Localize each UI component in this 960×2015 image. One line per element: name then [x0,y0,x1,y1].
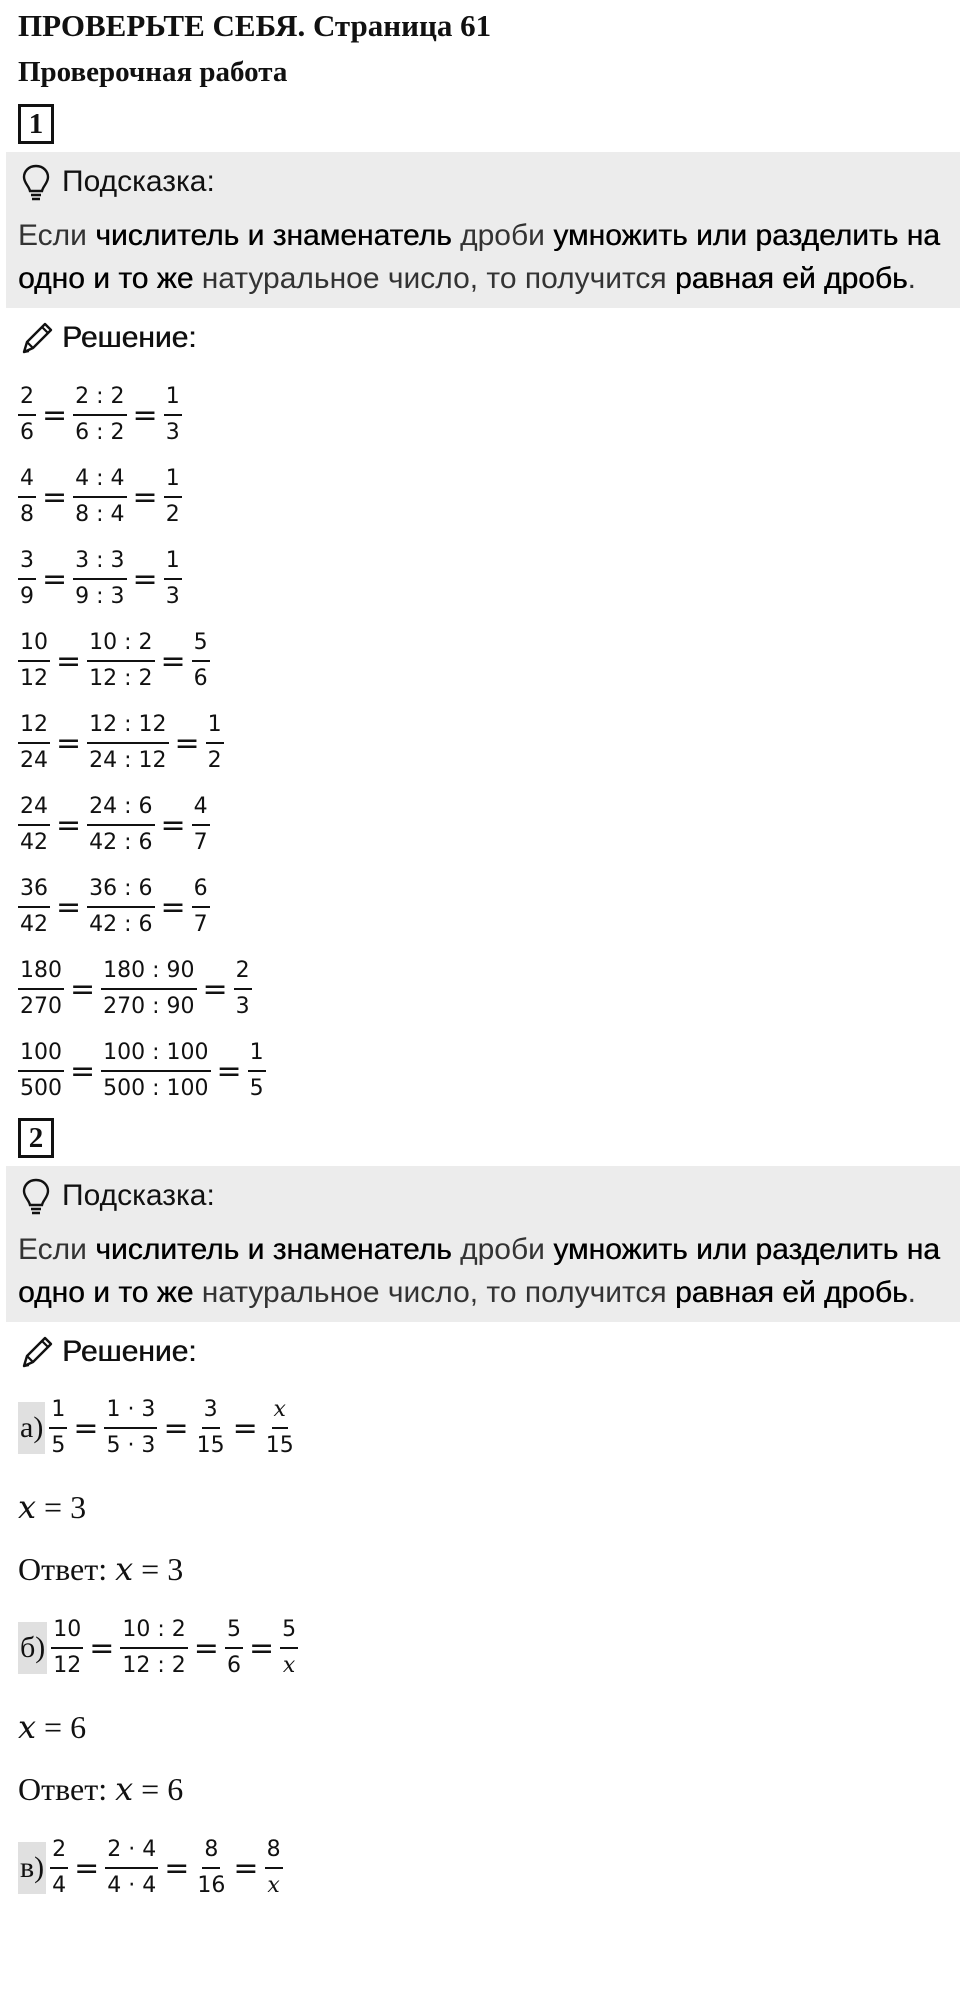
equals-sign: = [164,1850,190,1886]
numerator: 24 : 6 [87,794,154,826]
denominator: x [282,1653,296,1678]
denominator: 7 [193,830,208,855]
numerator: 180 [18,958,64,990]
equals-sign: = [202,971,228,1007]
fraction [248,1040,266,1102]
denominator: 4 · 4 [107,1873,157,1898]
denominator: 3 [165,584,180,609]
equals-sign: = [56,807,82,843]
equals-sign: = [70,971,96,1007]
numerator: 1 [248,1040,266,1072]
denominator: 6 [20,420,34,445]
numerator: 3 [202,1397,220,1429]
equals-sign: = [132,561,158,597]
numerator: 2 [18,384,36,416]
fraction [73,548,126,610]
equation-row [18,784,942,866]
denominator: 16 [197,1873,226,1898]
fraction [101,958,196,1020]
fraction [264,1397,296,1459]
numerator: 6 [192,876,210,908]
denominator: 5 [51,1433,66,1458]
denominator: 270 [20,994,62,1019]
fraction [195,1837,227,1899]
numerator: 36 : 6 [87,876,154,908]
numerator: 5 [225,1617,243,1649]
numerator: 2 : 2 [73,384,126,416]
equals-sign: = [193,1630,219,1666]
equals-sign: = [248,1630,275,1666]
page-subtitle: Проверочная работа [18,56,288,88]
hint-text: Если числитель и знаменатель дроби умножить или разделить на одно и то же натуральное число, то получится равная ей дробь. [18,219,940,295]
fraction [164,384,182,446]
numerator: 3 : 3 [73,548,126,580]
denominator: 15 [196,1433,225,1458]
denominator: 2 [165,502,180,527]
equals-sign: = [160,643,186,679]
numerator: 12 [18,712,50,744]
numerator: 5 [192,630,210,662]
numerator: 180 : 90 [101,958,196,990]
fraction [51,1617,83,1679]
numerator: 8 [265,1837,283,1869]
equation-row [18,1030,942,1112]
fraction [195,1397,227,1459]
equals-sign: = [42,479,68,515]
equation-row [18,1380,942,1476]
denominator: 3 [235,994,250,1019]
equals-sign: = [70,1053,96,1089]
denominator: x [267,1873,280,1898]
equals-sign: = [216,1053,242,1089]
lightbulb-icon [18,162,54,202]
numerator: 2 [50,1837,68,1869]
numerator: 10 [51,1617,83,1649]
numerator: 1 [206,712,224,744]
item-label: в) [18,1842,46,1894]
numerator: 1 [164,548,182,580]
equals-sign: = [74,1850,100,1886]
denominator: 42 : 6 [89,830,153,855]
denominator: 9 [20,584,34,609]
numerator: 1 [164,384,182,416]
numerator: 10 : 2 [120,1617,187,1649]
fraction [120,1617,187,1679]
numerator: 2 [234,958,252,990]
hint-title-text: Подсказка: [62,165,215,198]
equals-sign: = [56,643,82,679]
fraction [18,958,64,1020]
equation-row [18,620,942,702]
equation-row [18,866,942,948]
equals-sign: = [89,1630,115,1666]
fraction [18,712,50,774]
equation-row [18,1820,942,1916]
task-number-1: 1 [18,104,54,144]
numerator: 2 · 4 [105,1837,158,1869]
denominator: 5 [249,1076,264,1101]
numerator: 4 [18,466,36,498]
denominator: 24 : 12 [89,748,167,773]
answer-line: Ответ: x = 3 [18,1550,184,1588]
hint-text: Если числитель и знаменатель дроби умножить или разделить на одно и то же натуральное число, то получится равная ей дробь. [18,1233,940,1309]
numerator: 24 [18,794,50,826]
fraction [18,466,36,528]
equation-row [18,456,942,538]
equals-sign: = [160,807,186,843]
numerator: 36 [18,876,50,908]
equals-sign: = [174,725,200,761]
denominator: 42 [20,912,48,937]
denominator: 8 [20,502,34,527]
denominator: 24 [20,748,48,773]
numerator: 1 [164,466,182,498]
equals-sign: = [73,1410,99,1446]
denominator: 500 : 100 [103,1076,209,1101]
equation-row [18,374,942,456]
fraction [101,1040,210,1102]
numerator: 4 : 4 [73,466,126,498]
denominator: 15 [265,1433,294,1458]
numerator: 8 [202,1837,220,1869]
tasks-container [18,98,942,1916]
numerator: 1 · 3 [104,1397,157,1429]
hint-box [6,152,960,308]
numerator: 3 [18,548,36,580]
numerator: 4 [192,794,210,826]
numerator: 1 [49,1397,67,1429]
solution-title: Решение: [18,1324,942,1380]
fraction [192,794,210,856]
equation-row [18,538,942,620]
hint-box [6,1166,960,1322]
fraction [18,630,50,692]
denominator: 2 [207,748,222,773]
fraction [104,1397,157,1459]
hint-title-text: Подсказка: [62,1179,215,1212]
numerator: 10 [18,630,50,662]
fraction [225,1617,243,1679]
equation-row [18,1600,942,1696]
denominator: 42 [20,830,48,855]
fraction [164,466,182,528]
fraction [87,876,154,938]
numerator: 10 : 2 [87,630,154,662]
numerator: 100 : 100 [101,1040,210,1072]
equals-sign: = [42,397,68,433]
denominator: 6 [193,666,208,691]
equals-sign: = [163,1410,189,1446]
denominator: 9 : 3 [75,584,125,609]
denominator: 12 : 2 [89,666,153,691]
fraction [87,630,154,692]
equals-sign: = [56,725,82,761]
fraction [73,384,126,446]
page-title: ПРОВЕРЬТЕ СЕБЯ. Страница 61 [18,8,492,43]
result-line: x = 6 [18,1708,87,1746]
denominator: 42 : 6 [89,912,153,937]
numerator: x [272,1397,288,1429]
fraction [18,1040,64,1102]
denominator: 3 [165,420,180,445]
fraction [265,1837,283,1899]
pencil-icon [18,318,54,358]
fraction [234,958,252,1020]
fraction [192,630,210,692]
fraction [18,794,50,856]
denominator: 12 [20,666,48,691]
denominator: 5 · 3 [106,1433,156,1458]
equals-sign: = [233,1850,259,1886]
fraction [18,548,36,610]
fraction [105,1837,158,1899]
denominator: 6 [226,1653,241,1678]
fraction [87,794,154,856]
denominator: 12 : 2 [122,1653,186,1678]
fraction [73,466,126,528]
result-line: x = 3 [18,1488,87,1526]
denominator: 12 [53,1653,82,1678]
fraction [18,876,50,938]
equals-sign: = [132,397,158,433]
fraction [192,876,210,938]
fraction [50,1837,68,1899]
numerator: 12 : 12 [87,712,168,744]
equals-sign: = [232,1410,258,1446]
item-label: б) [18,1622,47,1674]
numerator: 100 [18,1040,64,1072]
denominator: 8 : 4 [75,502,125,527]
pencil-icon [18,1332,54,1372]
denominator: 500 [20,1076,62,1101]
fraction [18,384,36,446]
equation-row [18,702,942,784]
equals-sign: = [42,561,68,597]
fraction [87,712,168,774]
equals-sign: = [56,889,82,925]
fraction [280,1617,298,1679]
hint-title [18,160,942,204]
lightbulb-icon [18,1176,54,1216]
equals-sign: = [160,889,186,925]
denominator: 4 [52,1873,67,1898]
item-label: а) [18,1402,45,1454]
numerator: 5 [280,1617,298,1649]
denominator: 270 : 90 [103,994,195,1019]
answer-line: Ответ: x = 6 [18,1770,184,1808]
fraction [206,712,224,774]
task-number-2: 2 [18,1118,54,1158]
fraction [164,548,182,610]
denominator: 7 [193,912,208,937]
solution-title: Решение: [18,310,942,366]
equals-sign: = [132,479,158,515]
denominator: 6 : 2 [75,420,125,445]
hint-title [18,1174,942,1218]
fraction [49,1397,67,1459]
equation-row [18,948,942,1030]
